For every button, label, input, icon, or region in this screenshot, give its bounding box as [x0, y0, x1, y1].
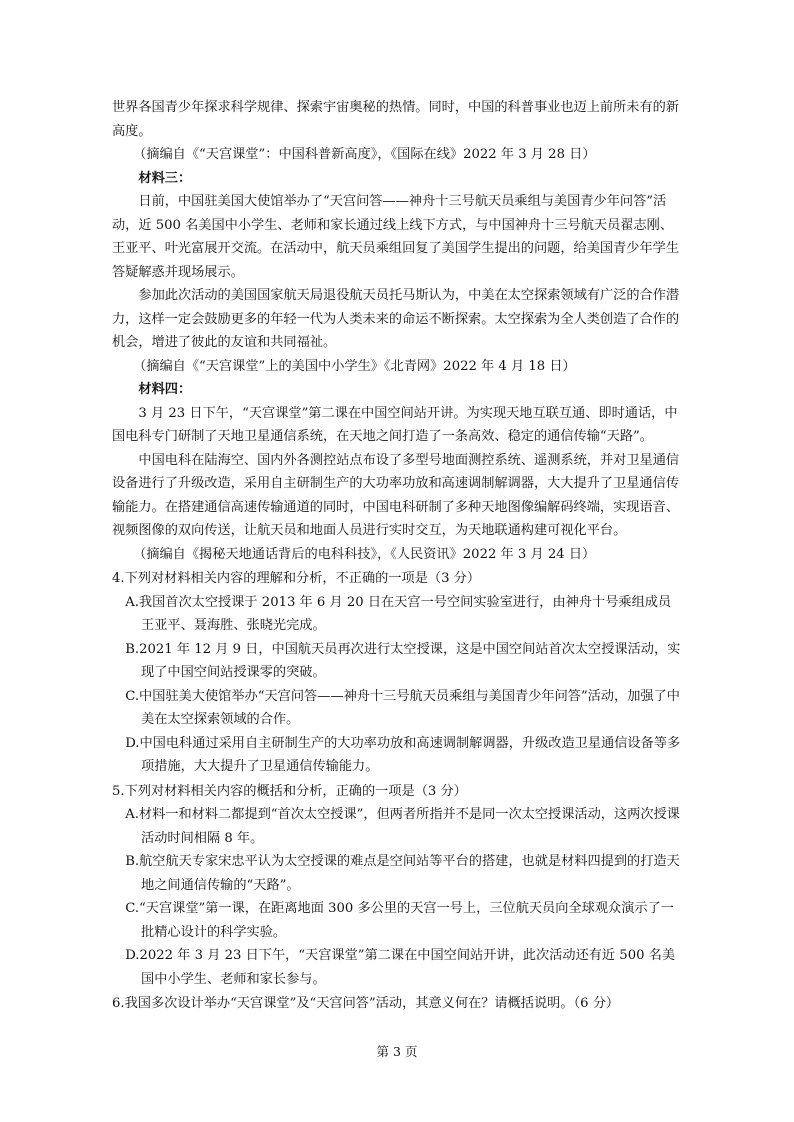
question-6: [112, 992, 684, 1016]
material4-paragraph: 中国电科在陆海空、国内外各测控站点布设了多型号地面测控系统、遥测系统，并对卫星通信设备进行了升级改造，采用自主研制生产的大功率功放和高速调制解调器，大大提升了卫星通信传输能力。在搭建通信高速传输通道的同时，中国电科研制了多种天地图像编解码终端，实现语音、视频图像的双向传送，让航天员和地面人员进行实时交互，为天地联通构建可视化平台。: [112, 452, 680, 538]
option-d: D.中国电科通过采用自主研制生产的大功率功放和高速调制解调器，升级改造卫星通信设备等多项措施，大大提升了卫星通信传输能力。: [125, 735, 681, 774]
material4-source: （摘编自《揭秘天地通话背后的电科科技》，《人民资讯》2022 年 3 月 24 日）: [133, 546, 596, 562]
material4-heading: 材料四：: [138, 382, 192, 397]
option-b: B.2021 年 12 月 9 日，中国航天员再次进行太空授课，这是中国空间站首次太空授课活动，实现了中国空间站授课零的突破。: [125, 641, 681, 680]
option-b: B.航空航天专家宋忠平认为太空授课的难点是空间站等平台的搭建，也就是材料四提到的打造天地之间通信传输的“天路”。: [125, 854, 680, 893]
material3-paragraph: 日前，中国驻美国大使馆举办了“天宫问答——神舟十三号航天员乘组与美国青少年问答”活动，近 500 名美国中小学生、老师和家长通过线上线下方式，与中国神舟十三号航天员翟志刚、王亚平、叶光富展开交流。在活动中，航天员乘组回复了美国学生提出的问题，给美国青少年学生答疑解惑并现场展示。: [112, 194, 680, 280]
option-d: D.2022 年 3 月 23 日下午，“天宫课堂”第二课在中国空间站开讲，此次活动还有近 500 名美国中小学生、老师和家长参与。: [125, 948, 676, 987]
material3-heading: 材料三：: [138, 170, 192, 186]
material4-paragraph: 3 月 23 日下午，“天宫课堂”第二课在中国空间站开讲。为实现天地互联互通、即时通话，中国电科专门研制了天地卫星通信系统，在天地之间打造了一条高效、稳定的通信传输“天路”。: [112, 405, 678, 444]
question-5: [112, 780, 684, 992]
option-c: C.“天宫课堂”第一课，在距离地面 300 多公里的天宫一号上，三位航天员向全球观众演示了一批精心设计的科学实验。: [125, 901, 674, 940]
question-stem: 6.我国多次设计举办“天宫课堂”及“天宫问答”活动，其意义何在？请概括说明。（6 分）: [112, 996, 620, 1011]
option-a: A.材料一和材料二都提到“首次太空授课”，但两者所指并不是同一次太空授课活动，这两次授课活动时间相隔 8 年。: [125, 807, 680, 846]
question-4: [112, 567, 684, 779]
option-c: C.中国驻美大使馆举办“天宫问答——神舟十三号航天员乘组与美国青少年问答”活动，加强了中美在太空探索领域的合作。: [125, 688, 680, 727]
intro-tail-paragraph: 世界各国青少年探求科学规律、探索宇宙奥秘的热情。同时，中国的科普事业也迈上前所未有的新高度。: [112, 100, 680, 139]
question-stem: 5.下列对材料相关内容的概括和分析，正确的一项是（3 分）: [112, 783, 467, 799]
material3-paragraph: 参加此次活动的美国国家航天局退役航天员托马斯认为，中美在太空探索领域有广泛的合作潜力，这样一定会鼓励更多的年轻一代为人类未来的命运不断探索。太空探索为全人类创造了合作的机会，增进了彼此的友谊和共同福祉。: [112, 288, 680, 350]
material3-source: （摘编自《“天宫课堂”上的美国中小学生》《北青网》2022 年 4 月 18 日）: [133, 358, 576, 374]
page-number: 第 3 页: [376, 1044, 418, 1059]
document-page: [112, 96, 684, 1016]
question-stem: 4.下列对材料相关内容的理解和分析，不正确的一项是（3 分）: [112, 571, 481, 586]
option-a: A.我国首次太空授课于 2013 年 6 月 20 日在天宫一号空间实验室进行，由神舟十号乘组成员王亚平、聂海胜、张晓光完成。: [125, 594, 672, 633]
material2-source: （摘编自《“天宫课堂”：中国科普新高度》，《国际在线》2022 年 3 月 28 日）: [133, 147, 596, 162]
